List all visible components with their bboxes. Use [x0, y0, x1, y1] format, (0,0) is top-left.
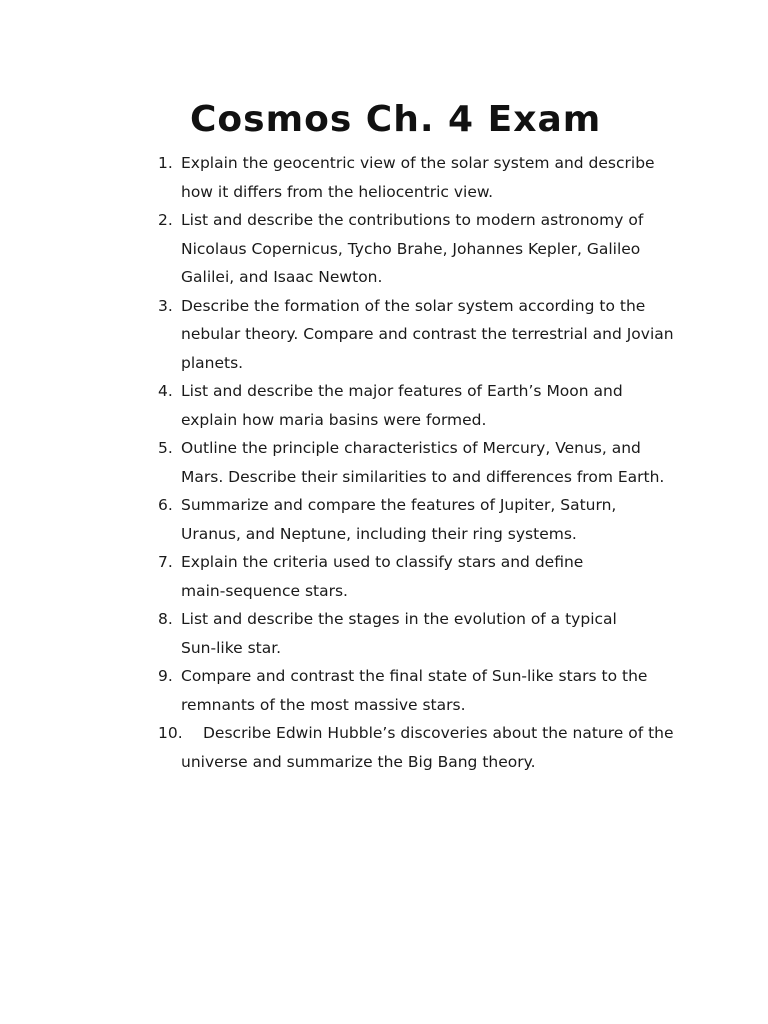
exam-title: Cosmos Ch. 4 Exam [190, 99, 602, 140]
question-line: List and describe the contributions to modern astronomy of [181, 211, 644, 229]
question-line: remnants of the most massive stars. [181, 695, 466, 714]
question-item [158, 377, 688, 434]
question-line: Describe Edwin Hubble’s discoveries about the nature of the [203, 724, 674, 742]
question-text [181, 491, 688, 548]
question-text [181, 719, 688, 776]
question-line: List and describe the stages in the evolution of a typical [181, 610, 617, 628]
question-number: 4. [158, 382, 173, 400]
question-line: List and describe the major features of Earth’s Moon and [181, 382, 623, 400]
question-line: Describe the formation of the solar system according to the [181, 296, 646, 315]
question-line: Nicolaus Copernicus, Tycho Brahe, Johannes Kepler, Galileo [181, 239, 641, 258]
question-text [181, 149, 688, 206]
question-line: Explain the criteria used to classify stars and define [181, 553, 584, 571]
question-number: 8. [158, 610, 173, 628]
question-item [158, 491, 688, 548]
question-line: Explain the geocentric view of the solar system and describe [181, 154, 655, 172]
question-number: 1. [158, 154, 173, 172]
question-line: Outline the principle characteristics of Mercury, Venus, and [181, 439, 641, 457]
question-list [158, 149, 688, 776]
question-number: 2. [158, 211, 173, 229]
question-number: 10. [158, 724, 183, 742]
question-line: planets. [181, 353, 244, 372]
question-text [181, 662, 688, 719]
question-line: Uranus, and Neptune, including their ring systems. [181, 524, 577, 543]
question-item [158, 605, 688, 662]
question-text [181, 605, 688, 662]
question-line: explain how maria basins were formed. [181, 410, 487, 429]
question-line: Summarize and compare the features of Jupiter, Saturn, [181, 496, 617, 514]
question-line: Compare and contrast the final state of Sun-like stars to the [181, 667, 648, 685]
question-number: 7. [158, 553, 173, 571]
question-line: universe and summarize the Big Bang theory. [181, 752, 536, 771]
question-line: Mars. Describe their similarities to and differences from Earth. [181, 467, 665, 486]
question-number: 3. [158, 296, 173, 315]
question-item [158, 292, 688, 378]
question-item [158, 434, 688, 491]
question-text [181, 434, 688, 491]
question-text [181, 548, 688, 605]
question-line: nebular theory. Compare and contrast the terrestrial and Jovian [181, 325, 674, 343]
question-item [158, 149, 688, 206]
question-number: 6. [158, 496, 173, 514]
question-text [181, 292, 688, 378]
question-number: 9. [158, 667, 173, 685]
question-text [181, 377, 688, 434]
question-line: Galilei, and Isaac Newton. [181, 268, 383, 286]
question-number: 5. [158, 439, 173, 457]
question-item [158, 662, 688, 719]
question-line: how it differs from the heliocentric view. [181, 182, 494, 201]
question-item [158, 548, 688, 605]
question-item [158, 719, 688, 776]
question-line: Sun-like star. [181, 638, 282, 657]
question-text [181, 206, 688, 292]
question-line: main-sequence stars. [181, 581, 348, 600]
question-item [158, 206, 688, 292]
